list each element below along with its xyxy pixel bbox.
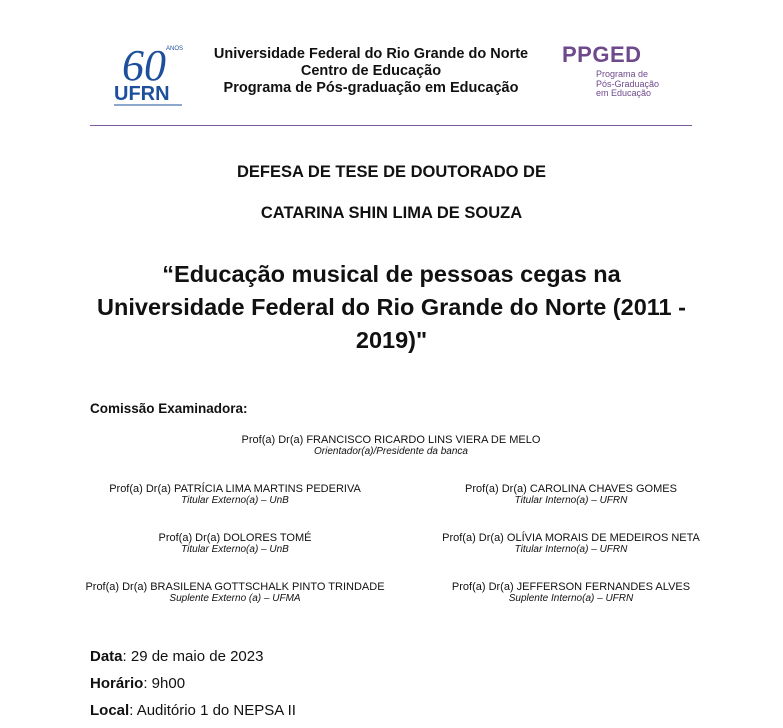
member-role: Titular Interno(a) – UFRN — [514, 544, 628, 555]
header-divider — [90, 125, 692, 126]
time-value: : 9h00 — [143, 675, 186, 692]
institution-header — [190, 46, 552, 97]
member-role: Titular Interno(a) – UFRN — [514, 495, 628, 506]
member-name: Prof(a) Dr(a) DOLORES TOMÉ — [158, 532, 312, 544]
committee-member — [65, 532, 405, 556]
committee-member — [401, 532, 741, 556]
member-role: Titular Externo(a) – UnB — [181, 544, 289, 555]
defense-place — [90, 702, 296, 719]
member-name: Prof(a) Dr(a) BRASILENA GOTTSCHALK PINTO TRINDADE — [85, 581, 385, 593]
ppged-logo-subtitle — [596, 70, 659, 99]
header-line-university: Universidade Federal do Rio Grande do Norte — [213, 46, 529, 62]
candidate-name: CATARINA SHIN LIMA DE SOUZA — [260, 204, 523, 222]
date-value: : 29 de maio de 2023 — [122, 648, 264, 665]
defense-title: DEFESA DE TESE DE DOUTORADO DE — [237, 163, 546, 181]
member-name: Prof(a) Dr(a) CAROLINA CHAVES GOMES — [465, 483, 677, 495]
header-line-program: Programa de Pós-graduação em Educação — [223, 80, 519, 96]
member-role: Suplente Interno(a) – UFRN — [508, 593, 634, 604]
time-label: Horário — [90, 675, 144, 692]
committee-member — [401, 581, 741, 605]
member-role: Titular Externo(a) – UnB — [181, 495, 289, 506]
defense-time — [90, 675, 185, 692]
date-label: Data — [90, 648, 123, 665]
thesis-title-line: 2019)" — [355, 327, 428, 353]
committee-member — [65, 483, 405, 507]
ufrn-60-anos-logo — [108, 38, 188, 110]
logo-number: 60 — [122, 41, 166, 90]
ppged-subtitle-line: em Educação — [596, 88, 652, 98]
logo-brand: UFRN — [114, 83, 170, 105]
thesis-title-line: “Educação musical de pessoas cegas na — [162, 261, 621, 287]
logo-anos-text: ANOS — [166, 46, 184, 52]
place-value: : Auditório 1 do NEPSA II — [129, 702, 296, 719]
committee-member — [65, 581, 405, 605]
member-name: Prof(a) Dr(a) OLÍVIA MORAIS DE MEDEIROS NETA — [442, 532, 700, 544]
defense-date — [90, 648, 263, 665]
ppged-subtitle-line: Programa de — [596, 69, 649, 79]
thesis-title-line: Universidade Federal do Rio Grande do Norte (2011 - — [97, 294, 686, 320]
committee-member — [401, 483, 741, 507]
committee-label: Comissão Examinadora: — [90, 401, 248, 416]
header-line-center: Centro de Educação — [300, 63, 442, 79]
member-name: Prof(a) Dr(a) JEFFERSON FERNANDES ALVES — [451, 581, 691, 593]
ppged-logo-title: PPGED — [562, 42, 642, 67]
member-role: Suplente Externo (a) – UFMA — [169, 593, 301, 604]
member-name: Prof(a) Dr(a) PATRÍCIA LIMA MARTINS PEDERIVA — [109, 483, 361, 495]
member-name: Prof(a) Dr(a) FRANCISCO RICARDO LINS VIERA DE MELO — [241, 434, 541, 446]
ppged-subtitle-line: Pós-Graduação — [596, 78, 660, 89]
thesis-title — [80, 258, 703, 357]
committee-member-advisor — [221, 434, 561, 458]
place-label: Local — [90, 702, 130, 719]
member-role: Orientador(a)/Presidente da banca — [314, 446, 468, 457]
